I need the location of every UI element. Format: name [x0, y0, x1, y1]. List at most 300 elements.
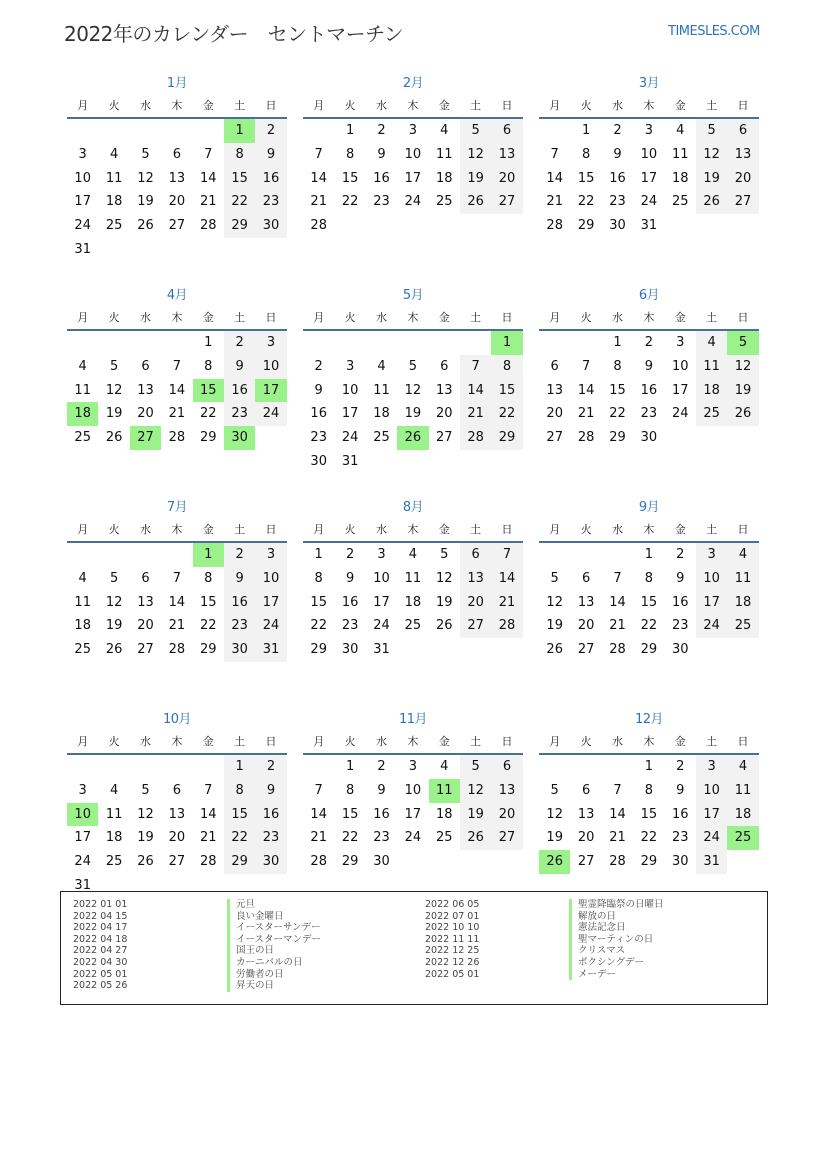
day-cell: 10	[696, 567, 727, 591]
day-cell: 1	[224, 755, 255, 779]
weekday-label: 日	[737, 99, 749, 112]
day-cell: 30	[341, 642, 359, 658]
weekday-label: 火	[344, 99, 356, 112]
weekday-label: 水	[375, 311, 387, 324]
empty-cell	[130, 331, 161, 355]
weekday-header	[303, 95, 523, 119]
empty-cell	[539, 119, 570, 143]
day-cell: 12	[546, 594, 563, 610]
day-cell: 10	[255, 355, 286, 379]
weekday-label: 金	[202, 523, 214, 536]
days-grid	[303, 543, 523, 662]
day-cell: 10	[341, 382, 359, 398]
day-cell: 14	[310, 170, 327, 186]
weekday-label: 火	[580, 735, 592, 748]
day-cell: 6	[550, 358, 559, 374]
weekday-label: 土	[234, 99, 246, 112]
day-cell: 22	[491, 402, 522, 426]
day-cell: 25	[696, 402, 727, 426]
brand-logo-text[interactable]: TIMESLES.COM	[668, 24, 760, 39]
day-cell: 17	[373, 594, 390, 610]
day-cell: 4	[78, 358, 87, 374]
day-cell: 13	[577, 806, 595, 822]
day-cell: 30	[640, 430, 658, 446]
day-cell: 7	[613, 782, 622, 798]
day-cell: 15	[577, 170, 595, 186]
day-cell: 27	[168, 854, 186, 870]
holiday-date: 2022 04 30	[73, 956, 128, 968]
day-cell: 28	[310, 854, 327, 870]
day-cell: 16	[255, 803, 286, 827]
day-cell: 23	[373, 194, 390, 210]
day-cell: 22	[609, 406, 626, 422]
weekday-label: 金	[438, 523, 450, 536]
month-name: 8月	[402, 500, 424, 515]
holiday-day-cell: 18	[67, 402, 98, 426]
day-cell: 16	[373, 170, 390, 186]
holiday-date: 2022 01 01	[73, 899, 128, 910]
day-cell: 9	[224, 355, 255, 379]
weekday-label: 金	[202, 735, 214, 748]
day-cell: 18	[373, 406, 390, 422]
day-cell: 20	[491, 803, 522, 827]
day-cell: 11	[671, 146, 689, 162]
day-cell: 7	[581, 358, 591, 374]
holiday-name: 聖マーティンの日	[569, 934, 664, 946]
day-cell: 23	[671, 618, 689, 634]
day-cell: 14	[577, 382, 595, 398]
weekday-label: 月	[313, 99, 325, 112]
weekday-label: 火	[344, 523, 356, 536]
day-cell: 19	[696, 167, 727, 191]
empty-cell	[303, 755, 334, 779]
day-cell: 10	[74, 170, 91, 186]
day-cell: 21	[491, 591, 522, 615]
day-cell: 21	[310, 830, 327, 846]
day-cell: 29	[310, 642, 327, 658]
holiday-names-right	[569, 899, 664, 980]
weekday-header	[539, 519, 759, 543]
empty-cell	[366, 331, 397, 355]
empty-cell	[397, 331, 428, 355]
holiday-name: 良い金曜日	[227, 911, 321, 923]
day-cell: 9	[345, 570, 355, 586]
weekday-label: 火	[108, 523, 120, 536]
holiday-name: 昇天の日	[227, 980, 321, 992]
day-cell: 26	[460, 190, 491, 214]
day-cell: 16	[373, 806, 390, 822]
day-cell: 19	[105, 406, 123, 422]
day-cell: 13	[491, 143, 522, 167]
weekday-label: 月	[313, 523, 325, 536]
holiday-date: 2022 04 17	[73, 922, 128, 934]
day-cell: 18	[671, 170, 689, 186]
day-cell: 23	[224, 614, 255, 638]
day-cell: 31	[696, 850, 727, 874]
day-cell: 8	[204, 358, 213, 374]
day-cell: 7	[172, 358, 181, 374]
day-cell: 3	[696, 543, 727, 567]
day-cell: 18	[727, 803, 758, 827]
empty-cell	[98, 331, 129, 355]
day-cell: 9	[676, 782, 685, 798]
holiday-day-cell: 27	[130, 426, 161, 450]
weekday-label: 火	[108, 735, 120, 748]
holiday-day-cell: 17	[255, 379, 286, 403]
weekday-label: 土	[706, 735, 718, 748]
weekday-label: 水	[375, 99, 387, 112]
day-cell: 4	[78, 570, 87, 586]
weekday-label: 土	[470, 523, 482, 536]
weekday-header	[539, 731, 759, 755]
day-cell: 21	[168, 618, 186, 634]
weekday-label: 水	[375, 523, 387, 536]
weekday-label: 日	[737, 523, 749, 536]
day-cell: 21	[546, 194, 563, 210]
day-cell: 24	[404, 194, 422, 210]
day-cell: 18	[727, 591, 758, 615]
day-cell: 11	[105, 806, 123, 822]
weekday-label: 月	[77, 99, 89, 112]
day-cell: 7	[314, 782, 323, 798]
day-cell: 20	[460, 591, 491, 615]
day-cell: 18	[404, 594, 422, 610]
day-cell: 22	[640, 830, 658, 846]
weekday-label: 水	[611, 99, 623, 112]
empty-cell	[539, 543, 570, 567]
weekday-header	[303, 519, 523, 543]
day-cell: 14	[310, 806, 327, 822]
day-cell: 13	[168, 806, 186, 822]
day-cell: 9	[255, 143, 286, 167]
day-cell: 16	[640, 382, 658, 398]
days-grid	[303, 755, 523, 874]
day-cell: 2	[377, 759, 386, 774]
day-cell: 24	[373, 618, 390, 634]
day-cell: 2	[255, 119, 286, 143]
day-cell: 12	[137, 170, 154, 186]
day-cell: 9	[676, 570, 685, 586]
day-cell: 14	[609, 594, 626, 610]
day-cell: 1	[345, 123, 355, 138]
day-cell: 27	[491, 190, 522, 214]
weekday-label: 日	[265, 311, 277, 324]
holiday-day-cell: 10	[67, 803, 98, 827]
day-cell: 14	[609, 806, 626, 822]
day-cell: 3	[644, 123, 653, 138]
weekday-label: 火	[580, 311, 592, 324]
day-cell: 23	[224, 402, 255, 426]
day-cell: 20	[577, 618, 595, 634]
weekday-label: 月	[549, 99, 561, 112]
weekday-label: 土	[706, 99, 718, 112]
day-cell: 23	[671, 830, 689, 846]
day-cell: 22	[310, 618, 327, 634]
day-cell: 8	[224, 143, 255, 167]
day-cell: 31	[255, 638, 286, 662]
day-cell: 28	[546, 218, 563, 234]
holiday-date: 2022 12 26	[425, 956, 480, 968]
holiday-name: カーニバルの日	[227, 957, 321, 969]
day-cell: 18	[435, 170, 453, 186]
day-cell: 4	[727, 755, 758, 779]
day-cell: 6	[460, 543, 491, 567]
day-cell: 11	[696, 355, 727, 379]
day-cell: 29	[491, 426, 522, 450]
day-cell: 17	[640, 170, 658, 186]
holiday-name: 聖霊降臨祭の日曜日	[569, 899, 664, 911]
day-cell: 30	[255, 214, 286, 238]
days-grid	[67, 119, 287, 262]
month-block	[539, 73, 759, 285]
day-cell: 25	[74, 642, 91, 658]
holiday-name: イースターサンデー	[227, 922, 321, 934]
day-cell: 31	[640, 218, 658, 234]
empty-cell	[570, 543, 601, 567]
weekday-label: 日	[737, 311, 749, 324]
empty-cell	[98, 543, 129, 567]
day-cell: 21	[609, 830, 626, 846]
day-cell: 25	[74, 430, 91, 446]
day-cell: 9	[224, 567, 255, 591]
weekday-label: 火	[580, 99, 592, 112]
weekday-label: 月	[549, 311, 561, 324]
day-cell: 24	[696, 826, 727, 850]
day-cell: 9	[377, 782, 386, 798]
day-cell: 23	[255, 826, 286, 850]
day-cell: 10	[696, 779, 727, 803]
days-grid	[303, 119, 523, 238]
weekday-label: 水	[611, 735, 623, 748]
day-cell: 20	[435, 406, 453, 422]
weekday-label: 土	[470, 311, 482, 324]
day-cell: 19	[727, 379, 758, 403]
day-cell: 10	[404, 146, 422, 162]
holiday-day-cell: 26	[397, 426, 428, 450]
day-cell: 17	[404, 170, 422, 186]
page-title: 2022年のカレンダー セントマーチン	[64, 22, 404, 46]
empty-cell	[303, 119, 334, 143]
month-name: 2月	[402, 76, 424, 91]
day-cell: 12	[435, 570, 453, 586]
empty-cell	[161, 119, 192, 143]
day-cell: 31	[373, 642, 390, 658]
weekday-label: 土	[706, 311, 718, 324]
day-cell: 10	[373, 570, 390, 586]
day-cell: 14	[546, 170, 563, 186]
day-cell: 14	[168, 594, 186, 610]
weekday-label: 火	[344, 735, 356, 748]
day-cell: 5	[440, 547, 449, 562]
empty-cell	[303, 331, 334, 355]
day-cell: 23	[310, 430, 327, 446]
day-cell: 17	[341, 406, 359, 422]
empty-cell	[67, 119, 98, 143]
day-cell: 24	[671, 406, 689, 422]
day-cell: 2	[644, 335, 653, 350]
holiday-day-cell: 1	[224, 119, 255, 143]
day-cell: 5	[109, 358, 119, 374]
days-grid	[539, 331, 759, 450]
day-cell: 28	[460, 426, 491, 450]
empty-cell	[161, 331, 192, 355]
day-cell: 9	[314, 382, 323, 398]
day-cell: 5	[141, 146, 150, 162]
day-cell: 23	[373, 830, 390, 846]
day-cell: 22	[341, 830, 359, 846]
weekday-label: 木	[643, 523, 655, 536]
weekday-label: 月	[77, 735, 89, 748]
day-cell: 16	[255, 167, 286, 191]
day-cell: 6	[172, 782, 181, 798]
day-cell: 25	[373, 430, 390, 446]
day-cell: 21	[199, 194, 217, 210]
day-cell: 17	[74, 830, 91, 846]
day-cell: 27	[137, 642, 154, 658]
day-cell: 2	[345, 547, 355, 562]
weekday-label: 日	[501, 523, 513, 536]
weekday-header	[67, 519, 287, 543]
holiday-name: 労働者の日	[227, 969, 321, 981]
weekday-label: 金	[438, 735, 450, 748]
day-cell: 29	[577, 218, 595, 234]
day-cell: 7	[204, 782, 213, 798]
day-cell: 8	[224, 779, 255, 803]
day-cell: 7	[172, 570, 181, 586]
day-cell: 19	[137, 830, 154, 846]
weekday-label: 土	[470, 735, 482, 748]
weekday-label: 火	[108, 311, 120, 324]
holiday-name: クリスマス	[569, 945, 664, 957]
month-name: 6月	[638, 288, 660, 303]
day-cell: 26	[460, 826, 491, 850]
weekday-label: 月	[549, 523, 561, 536]
month-block	[303, 497, 523, 709]
day-cell: 3	[696, 755, 727, 779]
holiday-date: 2022 07 01	[425, 910, 480, 922]
day-cell: 20	[546, 406, 563, 422]
day-cell: 15	[640, 806, 658, 822]
month-name: 9月	[638, 500, 660, 515]
day-cell: 22	[577, 194, 595, 210]
day-cell: 21	[168, 406, 186, 422]
empty-cell	[98, 755, 129, 779]
day-cell: 31	[74, 241, 91, 257]
holiday-name: ボクシングデー	[569, 957, 664, 969]
day-cell: 11	[74, 594, 91, 610]
day-cell: 6	[440, 358, 449, 374]
day-cell: 16	[224, 379, 255, 403]
holiday-dates-left	[73, 899, 127, 992]
day-cell: 29	[224, 850, 255, 874]
empty-cell	[429, 331, 460, 355]
day-cell: 15	[224, 803, 255, 827]
empty-cell	[602, 543, 633, 567]
day-cell: 17	[74, 194, 91, 210]
weekday-label: 火	[344, 311, 356, 324]
day-cell: 19	[546, 830, 563, 846]
day-cell: 13	[137, 382, 154, 398]
day-cell: 12	[546, 806, 563, 822]
holiday-date: 2022 12 25	[425, 945, 480, 957]
day-cell: 13	[168, 170, 186, 186]
day-cell: 5	[408, 358, 417, 374]
day-cell: 3	[345, 358, 355, 374]
weekday-label: 月	[77, 523, 89, 536]
weekday-label: 土	[234, 735, 246, 748]
day-cell: 7	[613, 570, 622, 586]
day-cell: 26	[727, 402, 758, 426]
days-grid	[67, 543, 287, 662]
day-cell: 6	[581, 782, 591, 798]
empty-cell	[130, 543, 161, 567]
days-grid	[303, 331, 523, 474]
day-cell: 19	[460, 803, 491, 827]
day-cell: 10	[404, 782, 422, 798]
weekday-label: 日	[265, 523, 277, 536]
holiday-date: 2022 04 18	[73, 933, 128, 945]
day-cell: 15	[341, 170, 359, 186]
day-cell: 19	[137, 194, 154, 210]
day-cell: 31	[341, 453, 359, 469]
day-cell: 4	[676, 123, 685, 138]
day-cell: 27	[727, 190, 758, 214]
month-block	[67, 285, 287, 497]
day-cell: 3	[255, 331, 286, 355]
day-cell: 26	[105, 642, 123, 658]
day-cell: 16	[310, 406, 327, 422]
day-cell: 15	[341, 806, 359, 822]
weekday-label: 木	[171, 99, 183, 112]
day-cell: 25	[435, 194, 453, 210]
day-cell: 30	[609, 218, 626, 234]
holiday-list	[60, 891, 768, 1005]
day-cell: 5	[109, 570, 119, 586]
weekday-label: 木	[643, 99, 655, 112]
day-cell: 12	[105, 382, 123, 398]
day-cell: 2	[255, 755, 286, 779]
day-cell: 8	[345, 782, 355, 798]
day-cell: 15	[199, 594, 217, 610]
day-cell: 30	[671, 854, 689, 870]
weekday-label: 水	[375, 735, 387, 748]
weekday-label: 金	[438, 311, 450, 324]
holiday-day-cell: 1	[491, 331, 522, 355]
empty-cell	[570, 331, 601, 355]
holiday-day-cell: 26	[539, 850, 570, 874]
day-cell: 4	[377, 358, 386, 374]
holiday-name: 解放の日	[569, 911, 664, 923]
day-cell: 9	[613, 146, 622, 162]
day-cell: 28	[491, 614, 522, 638]
day-cell: 18	[105, 830, 123, 846]
day-cell: 29	[341, 854, 359, 870]
day-cell: 27	[460, 614, 491, 638]
month-name: 11月	[398, 712, 428, 727]
weekday-label: 木	[407, 735, 419, 748]
holiday-date: 2022 10 10	[425, 922, 480, 934]
day-cell: 5	[550, 782, 559, 798]
day-cell: 20	[137, 618, 154, 634]
month-block	[67, 709, 287, 921]
day-cell: 27	[168, 218, 186, 234]
empty-cell	[130, 119, 161, 143]
day-cell: 2	[613, 123, 622, 138]
day-cell: 12	[404, 382, 422, 398]
empty-cell	[539, 755, 570, 779]
empty-cell	[570, 755, 601, 779]
day-cell: 18	[696, 379, 727, 403]
